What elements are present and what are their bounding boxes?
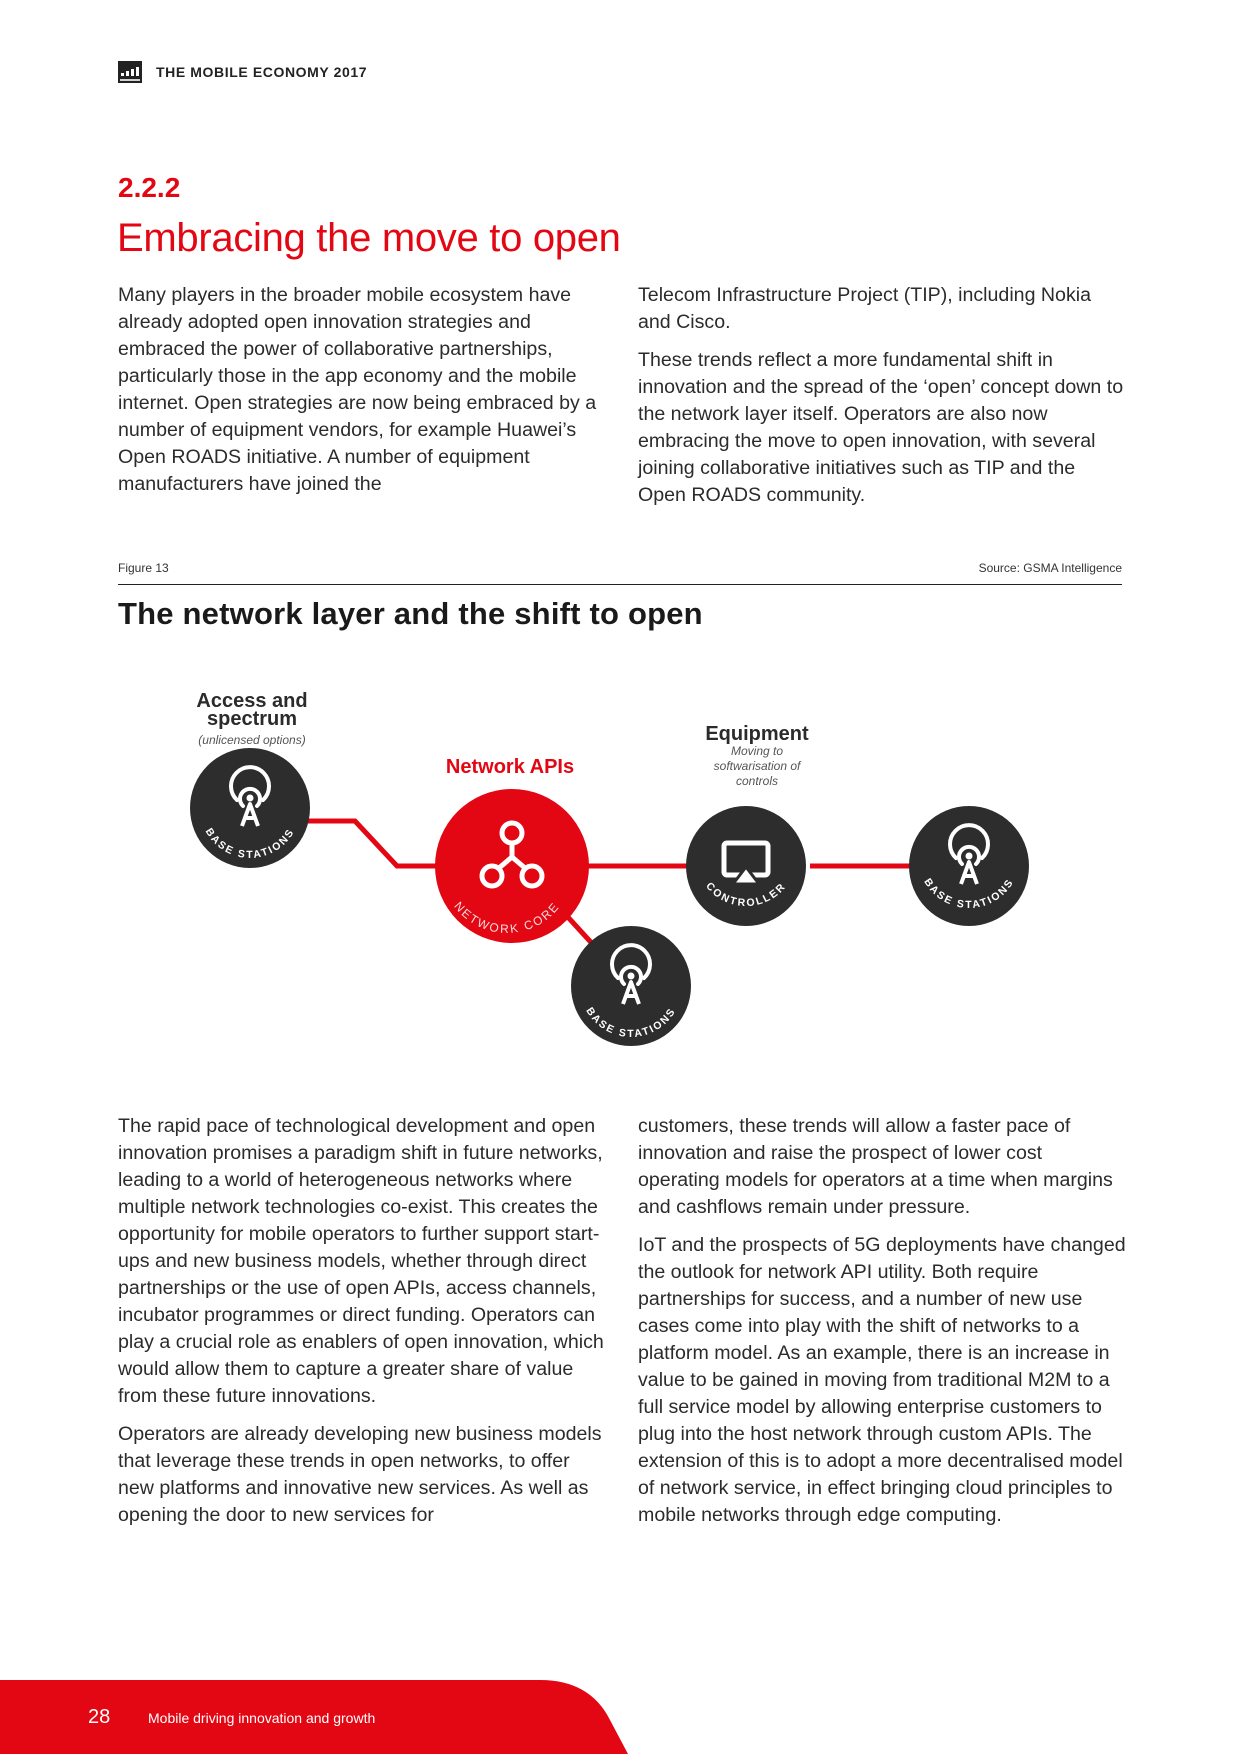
paragraph: These trends reflect a more fundamental shift in innovation and the spread of the ‘open’ concept down to the network layer itself. Operators are also now embracing the move to open innovation, with several joining collaborative initiatives such as TIP and the Open ROADS community. bbox=[638, 349, 1124, 506]
figure-title: The network layer and the shift to open bbox=[118, 596, 703, 631]
access-title-2: spectrum bbox=[206, 708, 298, 730]
equipment-subtitle-2: softwarisation of bbox=[713, 759, 801, 773]
paragraph: Operators are already developing new business models that leverage these trends in open networks, to offer new platforms and innovative new services. As well as opening the door to new services for bbox=[118, 1423, 602, 1526]
paragraph: IoT and the prospects of 5G deployments have changed the outlook for network API utility. Both require partnerships for success, and a number of new use cases come into play with the shift of networks to a platform model. As an example, there is an increase in value to be gained in moving from traditional M2M to a full service model by allowing enterprise customers to plug into the host network through custom APIs. The extension of this is to adopt a more decentralised model of network service, in effect bringing cloud principles to mobile networks through edge computing. bbox=[638, 1234, 1126, 1526]
equipment-title: Equipment bbox=[705, 723, 809, 745]
page-number: 28 bbox=[88, 1706, 111, 1728]
figure-caption-row bbox=[118, 559, 1122, 585]
paragraph: The rapid pace of technological development and open innovation promises a paradigm shift in future networks, leading to a world of heterogeneous networks where multiple network technologies co-exist. This creates the opportunity for mobile operators to further support start-ups and new business models, whether through direct partnerships or the use of open APIs, access channels, incubator programmes or direct funding. Operators can play a crucial role as enablers of open innovation, which would allow them to capture a greater share of value from these future innovations. bbox=[118, 1115, 604, 1407]
body-left-column bbox=[118, 1113, 608, 1540]
gsma-logo bbox=[118, 61, 142, 83]
base-station-node-right bbox=[909, 806, 1029, 926]
intro-left-column bbox=[118, 282, 608, 509]
equipment-subtitle-3: controls bbox=[735, 774, 779, 788]
base-stations-label: BASE STATIONS bbox=[202, 825, 298, 862]
paragraph: Many players in the broader mobile ecosystem have already adopted open innovation strategies and embraced the power of collaborative partnerships, particularly those in the app economy and the mobile internet. Open strategies are now being embraced by a number of equipment vendors, for example Huawei’s Open ROADS initiative. A number of equipment manufacturers have joined the bbox=[118, 284, 597, 495]
access-title: Access and bbox=[196, 690, 308, 712]
running-header bbox=[118, 60, 367, 84]
base-stations-label: BASE STATIONS bbox=[583, 1005, 679, 1041]
paragraph: Telecom Infrastructure Project (TIP), including Nokia and Cisco. bbox=[638, 284, 1091, 333]
body-right-column bbox=[638, 1113, 1128, 1540]
section-title: Embracing the move to open bbox=[117, 216, 621, 260]
publication-title: THE MOBILE ECONOMY 2017 bbox=[156, 64, 368, 80]
section-number: 2.2.2 bbox=[118, 172, 181, 203]
footer-label: Mobile driving innovation and growth bbox=[148, 1710, 376, 1726]
network-core-label: NETWORK CORE bbox=[451, 898, 563, 937]
network-diagram bbox=[0, 660, 1240, 1100]
network-apis-title: Network APIs bbox=[445, 756, 575, 778]
intro-right-column bbox=[638, 282, 1128, 520]
figure-label: Figure 13 bbox=[118, 561, 169, 575]
network-core-node bbox=[435, 789, 589, 943]
paragraph: customers, these trends will allow a faster pace of innovation and raise the prospect of lower cost operating models for operators at a time when margins and cashflows remain under pressure. bbox=[638, 1115, 1113, 1218]
base-station-node-bottom bbox=[571, 926, 691, 1046]
figure-source: Source: GSMA Intelligence bbox=[978, 561, 1122, 575]
base-station-node-access bbox=[190, 748, 310, 868]
equipment-subtitle-1: Moving to bbox=[730, 744, 784, 758]
access-subtitle: (unlicensed options) bbox=[198, 733, 306, 747]
controller-label: CONTROLLER bbox=[703, 880, 789, 910]
controller-node bbox=[686, 806, 806, 926]
base-stations-label: BASE STATIONS bbox=[921, 876, 1017, 912]
